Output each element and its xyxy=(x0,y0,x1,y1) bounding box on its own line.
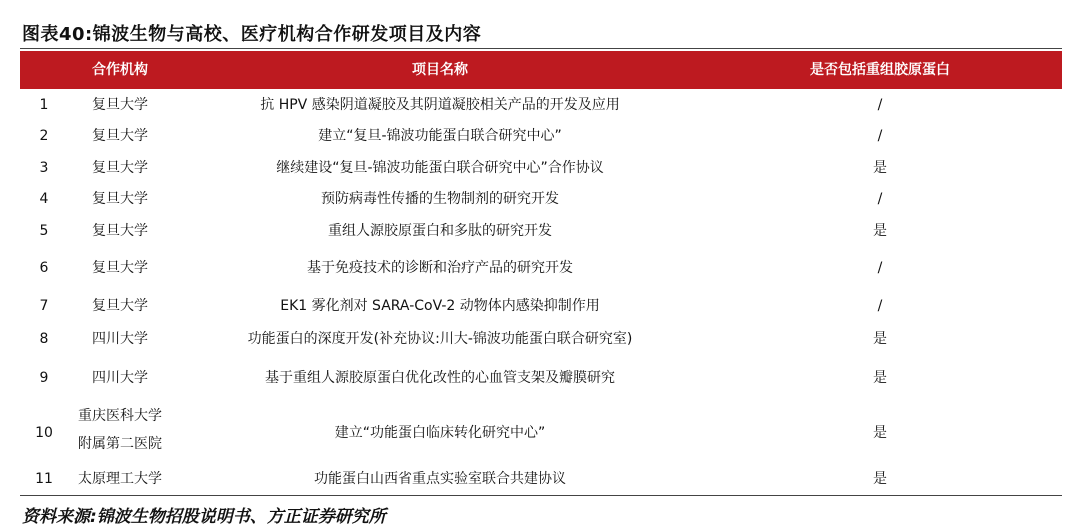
row-project: 抗 HPV 感染阴道凝胶及其阴道凝胶相关产品的开发及应用 xyxy=(260,97,620,113)
row-project: 基于重组人源胶原蛋白优化改性的心血管支架及瓣膜研究 xyxy=(265,370,615,386)
table-row xyxy=(20,156,1062,180)
row-project: 建立“功能蛋白临床转化研究中心” xyxy=(334,425,546,441)
header-org: 合作机构 xyxy=(92,62,148,78)
row-number: 7 xyxy=(39,298,49,314)
table-header xyxy=(20,51,1062,89)
source-note: 资料来源:锦波生物招股说明书、方正证券研究所 xyxy=(22,507,386,527)
row-number: 9 xyxy=(39,370,49,386)
bottom-divider xyxy=(20,495,1062,496)
row-number: 10 xyxy=(35,425,53,441)
row-org: 太原理工大学 xyxy=(78,471,162,487)
table-row xyxy=(20,467,1062,491)
row-org: 复旦大学 xyxy=(92,260,148,276)
row-number: 11 xyxy=(35,471,53,487)
row-collagen: / xyxy=(877,128,883,144)
row-collagen: 是 xyxy=(873,331,887,347)
row-collagen: 是 xyxy=(873,223,887,239)
table-row xyxy=(20,366,1062,390)
row-collagen: 是 xyxy=(873,370,887,386)
row-project: EK1 雾化剂对 SARA-CoV-2 动物体内感染抑制作用 xyxy=(280,298,600,314)
row-project: 预防病毒性传播的生物制剂的研究开发 xyxy=(321,191,559,207)
row-collagen: / xyxy=(877,97,883,113)
row-number: 3 xyxy=(39,160,49,176)
row-org: 复旦大学 xyxy=(92,97,148,113)
row-org: 复旦大学 xyxy=(92,160,148,176)
row-org: 复旦大学 xyxy=(92,191,148,207)
row-org: 复旦大学 xyxy=(92,128,148,144)
row-org: 四川大学 xyxy=(92,370,148,386)
row-project: 基于免疫技术的诊断和治疗产品的研究开发 xyxy=(307,260,573,276)
figure-title: 图表40:锦波生物与高校、医疗机构合作研发项目及内容 xyxy=(22,24,482,45)
table-row xyxy=(20,124,1062,148)
row-number: 8 xyxy=(39,331,49,347)
table-row xyxy=(20,404,1062,458)
row-collagen: 是 xyxy=(873,425,887,441)
row-org: 复旦大学 xyxy=(92,223,148,239)
row-org: 复旦大学 xyxy=(92,298,148,314)
top-divider xyxy=(20,48,1062,49)
row-project: 功能蛋白山西省重点实验室联合共建协议 xyxy=(314,471,566,487)
row-collagen: 是 xyxy=(873,471,887,487)
row-collagen: 是 xyxy=(873,160,887,176)
table-row xyxy=(20,93,1062,117)
row-project: 功能蛋白的深度开发(补充协议:川大-锦波功能蛋白联合研究室) xyxy=(247,331,633,347)
header-collagen: 是否包括重组胶原蛋白 xyxy=(810,62,950,78)
table-row xyxy=(20,187,1062,211)
table-row xyxy=(20,327,1062,351)
row-org-line-2: 附属第二医院 xyxy=(78,436,162,452)
row-number: 4 xyxy=(39,191,49,207)
header-project: 项目名称 xyxy=(412,62,468,78)
row-collagen: / xyxy=(877,260,883,276)
row-org-line-1: 重庆医科大学 xyxy=(78,408,162,424)
row-project: 重组人源胶原蛋白和多肽的研究开发 xyxy=(328,223,552,239)
table-row xyxy=(20,294,1062,318)
table-row xyxy=(20,256,1062,280)
table-row xyxy=(20,219,1062,243)
row-org: 四川大学 xyxy=(92,331,148,347)
row-collagen: / xyxy=(877,191,883,207)
row-number: 6 xyxy=(39,260,49,276)
row-project: 建立“复旦-锦波功能蛋白联合研究中心” xyxy=(318,128,562,144)
row-number: 2 xyxy=(39,128,49,144)
row-project: 继续建设“复旦-锦波功能蛋白联合研究中心”合作协议 xyxy=(276,160,604,176)
row-number: 1 xyxy=(39,97,49,113)
row-number: 5 xyxy=(39,223,49,239)
row-collagen: / xyxy=(877,298,883,314)
